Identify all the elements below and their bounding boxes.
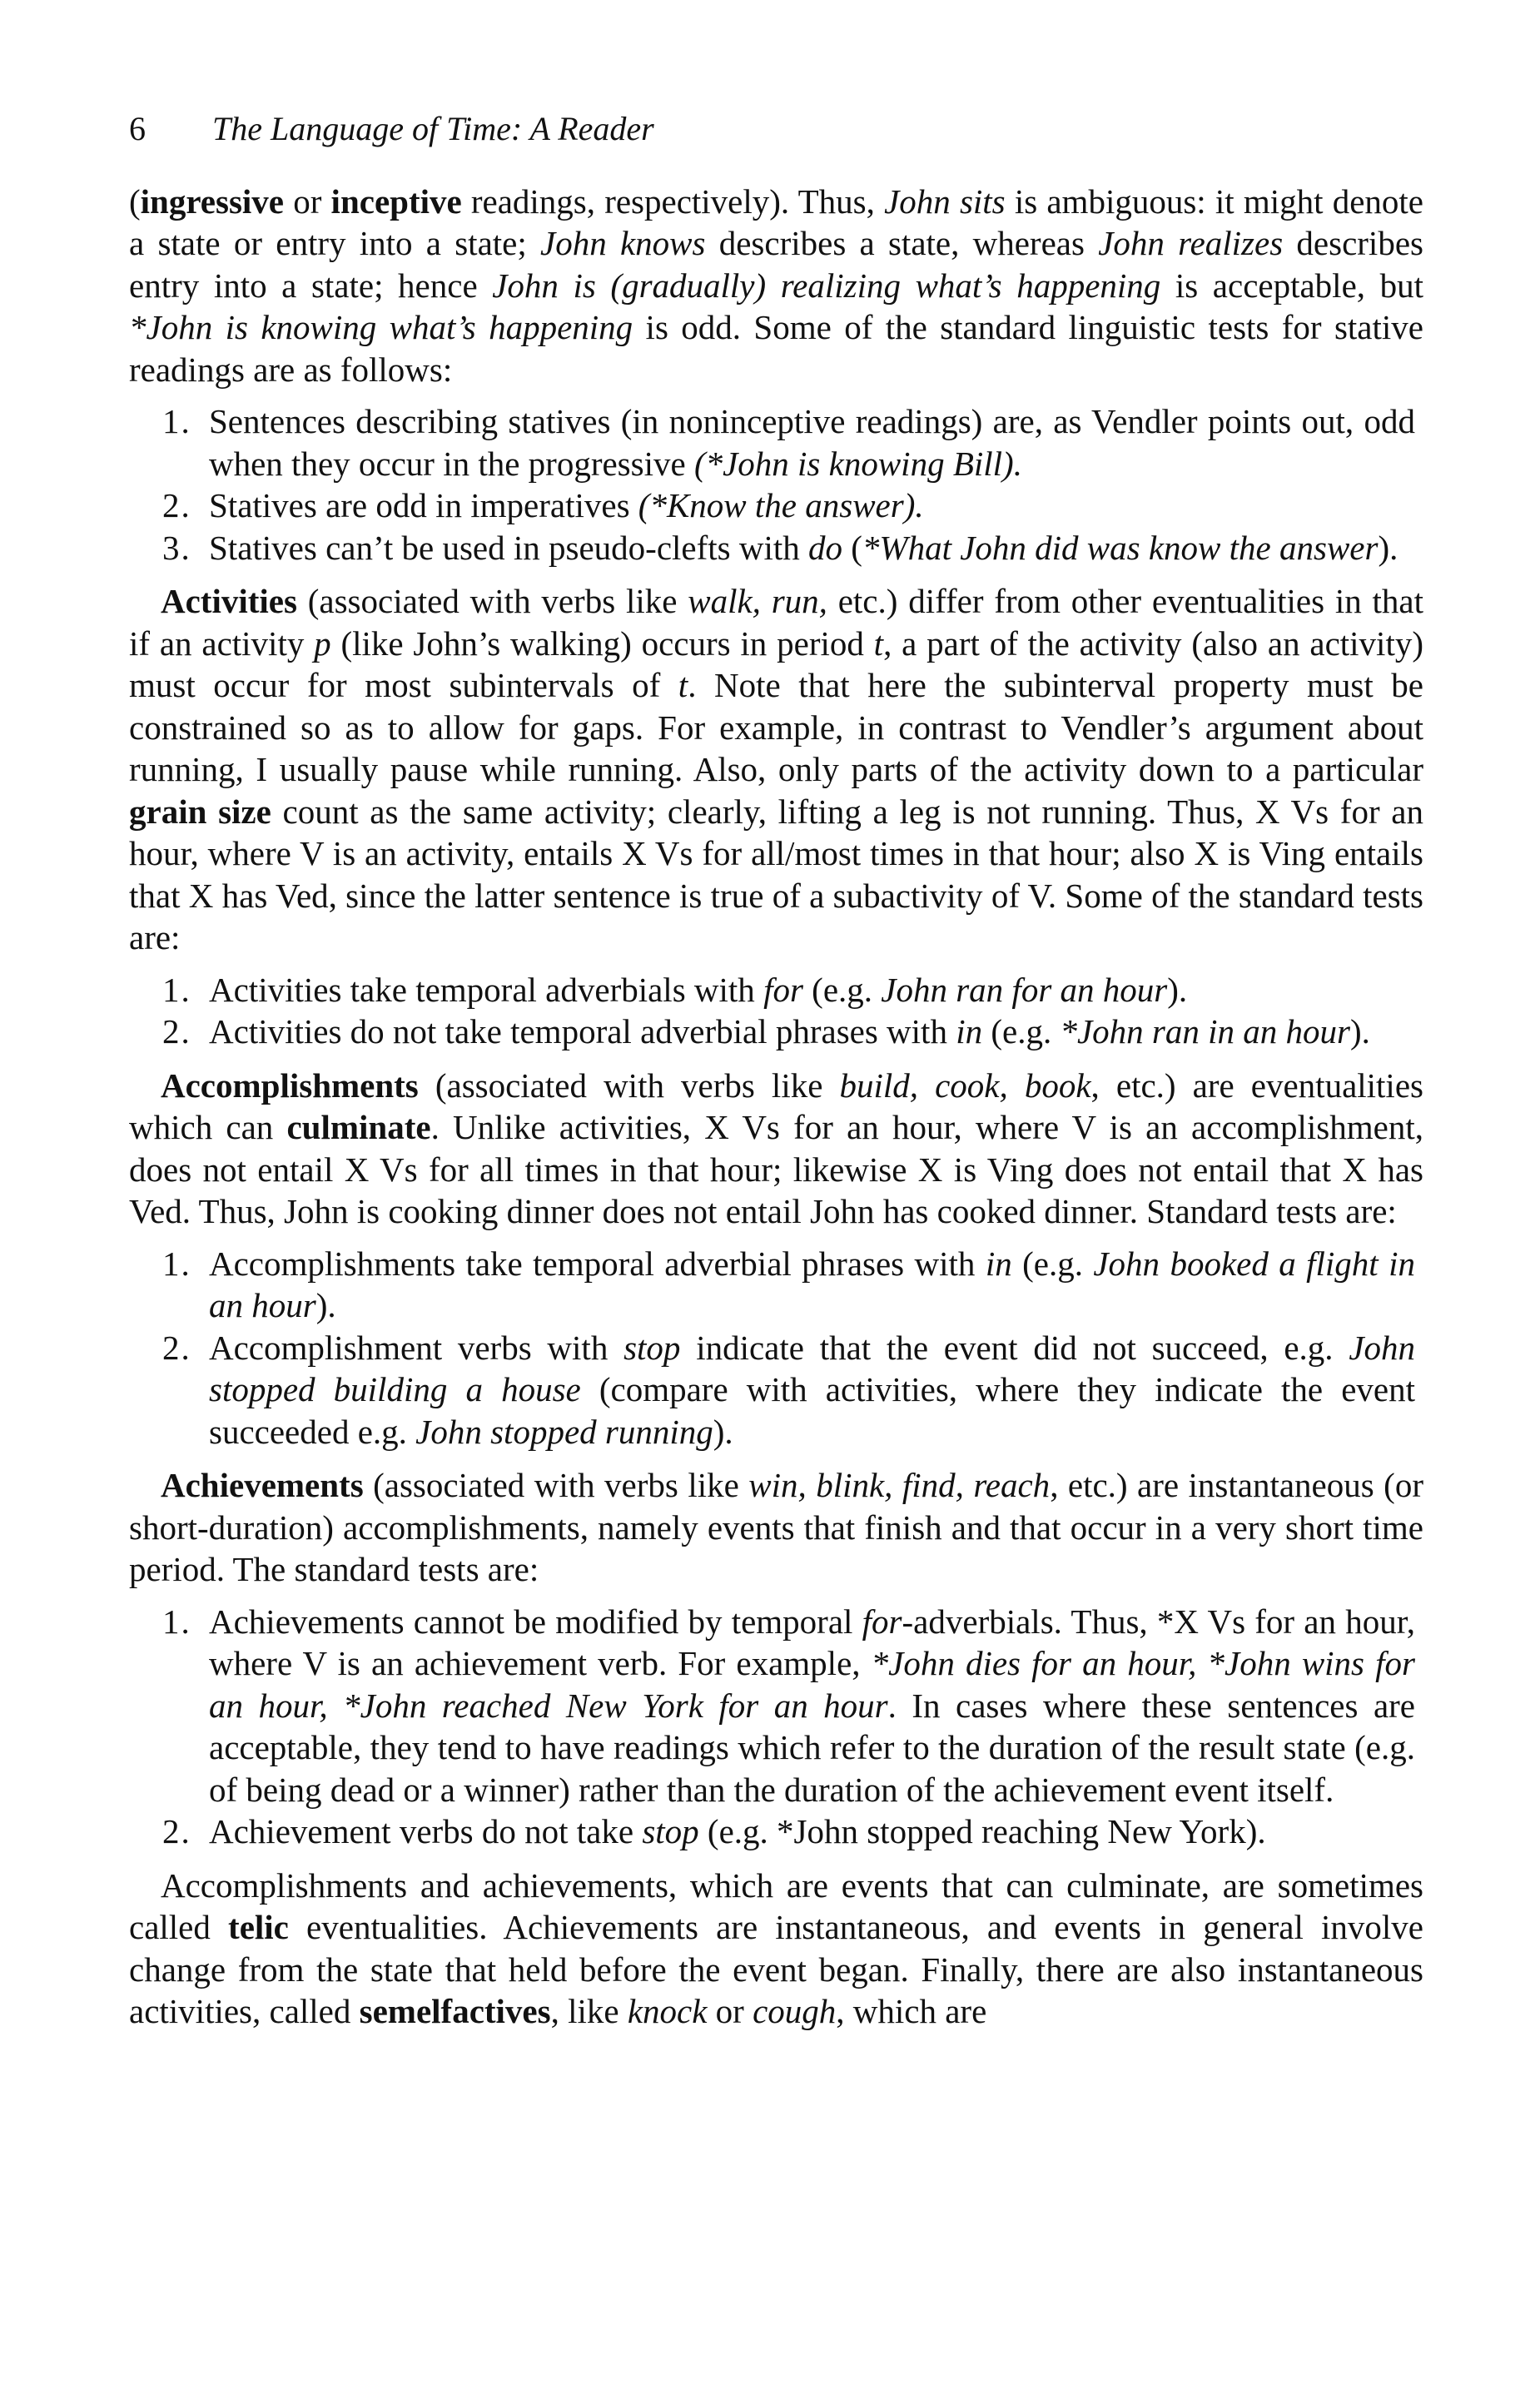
term-telic: telic xyxy=(228,1908,289,1946)
term-achievements: Achievements xyxy=(161,1466,364,1504)
page-number: 6 xyxy=(129,110,146,147)
list-item: 3. Statives can’t be used in pseudo-clefts with do (*What John did was know the answer). xyxy=(162,528,1398,567)
list-item: 2. Activities do not take temporal adverbial phrases with in (e.g. *John ran in an hour). xyxy=(162,1012,1370,1051)
paragraph-telic: Accomplishments and achievements, which are events that can culminate, are sometimes called telic eventualities. Achievements are instantaneous, and events in general involve change from the state that held before the event began. Finally, there are also instantaneous activities, called semelfactives, like knock or cough, which are xyxy=(129,1865,1423,2030)
list-item: 2. Achievement verbs do not take stop (e.g. *John stopped reaching New York). xyxy=(162,1812,1266,1850)
running-header xyxy=(129,108,1423,151)
achievement-tests-list xyxy=(129,1601,1423,1853)
list-item: 1. Activities take temporal adverbials with for (e.g. John ran for an hour). xyxy=(162,970,1188,1009)
list-item: 1. Sentences describing statives (in noninceptive readings) are, as Vendler points out, odd when they occur in the progressive (*John is knowing Bill). xyxy=(162,402,1415,483)
term-semelfactives: semelfactives xyxy=(359,1992,551,2030)
book-title: The Language of Time: A Reader xyxy=(212,110,654,147)
term-ingressive: ingressive xyxy=(140,181,285,221)
paragraph-accomplishments: Accomplishments (associated with verbs like build, cook, book, etc.) are eventualities which can culminate. Unlike activities, X Vs for an hour, where V is an accomplishment, does not entail X Vs for all times in that hour; likewise X is Ving does not entail that X has Ved. Thus, John is cooking dinner does not entail John has cooked dinner. Standard tests are: xyxy=(129,1065,1423,1230)
activity-tests-list xyxy=(129,969,1423,1053)
term-grain-size: grain size xyxy=(129,792,271,831)
list-item: 2. Statives are odd in imperatives (*Know the answer). xyxy=(162,486,924,524)
stative-tests-list xyxy=(129,400,1423,569)
paragraph-achievements: Achievements (associated with verbs like win, blink, find, reach, etc.) are instantaneous (or short-duration) accomplishments, namely events that finish and that occur in a very short time period. The standard tests are: xyxy=(129,1466,1423,1588)
list-item: 1. Achievements cannot be modified by temporal for-adverbials. Thus, *X Vs for an hour, where V is an achievement verb. For example, *John dies for an hour, *John wins for an hour, *John reached New York for an hour. In cases where these sentences are acceptable, they tend to have readings which refer to the duration of the result state (e.g. of being dead or a winner) rather than the duration of the achievement event itself. xyxy=(162,1602,1415,1809)
paragraph-statives: (ingressive or inceptive readings, respectively). Thus, John sits is ambiguous: it might denote a state or entry into a state; John knows describes a state, whereas John realizes describes entry into a state; hence John is (gradually) realizing what’s happening is acceptable, but *John is knowing what’s happening is odd. Some of the standard linguistic tests for stative readings are as follows: xyxy=(129,181,1423,389)
paragraph-activities: Activities (associated with verbs like walk, run, etc.) differ from other eventualities in that if an activity p (like John’s walking) occurs in period t, a part of the activity (also an activity) must occur for most subintervals of t. Note that here the subinterval property must be constrained so as to allow for gaps. For example, in contrast to Vendler’s argument about running, I usually pause while running. Also, only parts of the activity down to a particular grain size count as the same activity; clearly, lifting a leg is not running. Thus, X Vs for an hour, where V is an activity, entails X Vs for all/most times in that hour; also X is Ving entails that X has Ved, since the latter sentence is true of a subactivity of V. Some of the standard tests are: xyxy=(129,582,1424,956)
term-activities: Activities xyxy=(161,582,297,620)
page xyxy=(129,108,1423,2033)
term-accomplishments: Accomplishments xyxy=(161,1065,419,1105)
term-culminate: culminate xyxy=(286,1108,431,1146)
list-item: 1. Accomplishments take temporal adverbial phrases with in (e.g. John booked a flight in an hour). xyxy=(162,1244,1415,1324)
accomplishment-tests-list xyxy=(129,1243,1423,1453)
list-item: 2. Accomplishment verbs with stop indicate that the event did not succeed, e.g. John stopped building a house (compare with activities, where they indicate the event succeeded e.g. John stopped running). xyxy=(162,1328,1416,1451)
term-inceptive: inceptive xyxy=(330,181,462,221)
